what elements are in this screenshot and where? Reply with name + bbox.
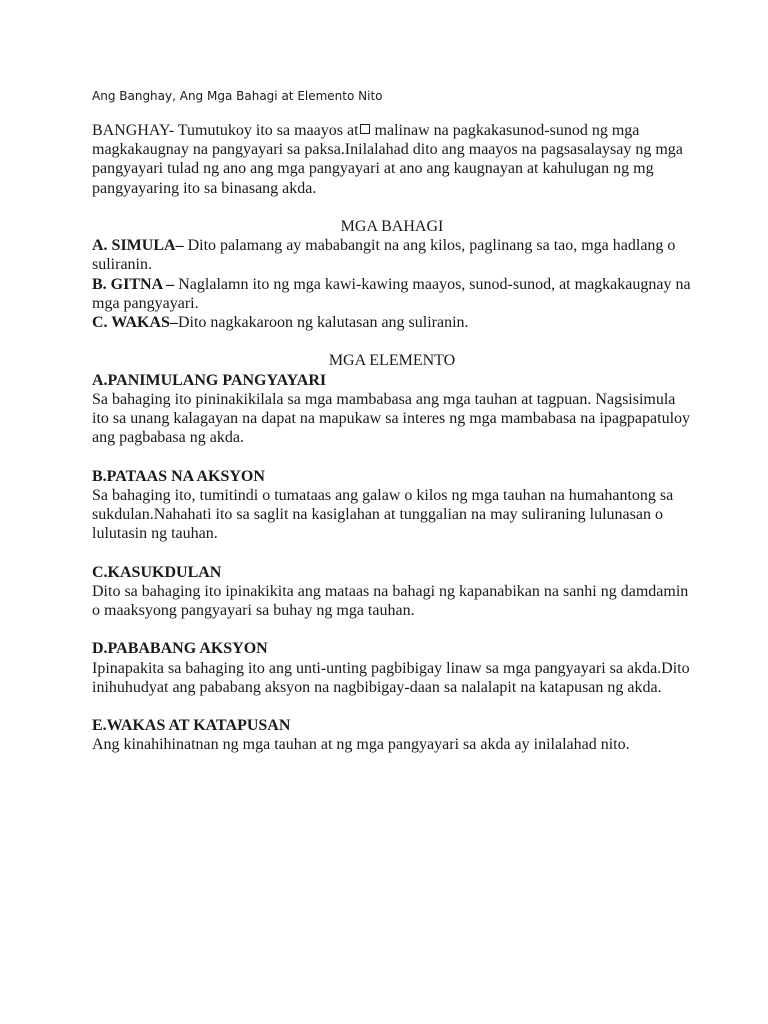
intro-text-part2: malinaw na pagkakasunod-sunod ng mga magkakaugnay na pangyayari sa paksa.Inilalahad dito ang maayos na pagsasalaysay ng mga pangyayari tulad ng ano ang mga pangyayari at ano ang kaugnayan at kahulugan ng mg pangyayaring ito sa binasang akda. [92,122,683,197]
bahagi-item-text: Dito nagkakaroon ng kalutasan ang suliranin. [177,314,469,332]
elemento-label-panimula [92,371,692,390]
bahagi-item-text: Dito palamang ay mababangit na ang kilos, paglinang sa tao, mga hadlang o suliranin. [92,237,676,274]
elemento-text-wakas: Ang kinahihinatnan ng mga tauhan at ng mga pangyayari sa akda ay inilalahad nito. [92,736,630,754]
bahagi-item-simula [92,236,692,274]
bahagi-item-label: B. GITNA – [92,275,175,293]
spacer [92,447,692,466]
elemento-item-label: D.PABABANG AKSYON [92,640,268,658]
bahagi-item-gitna [92,275,692,313]
document-title: Ang Banghay, Ang Mga Bahagi at Elemento Nito [92,89,383,103]
elemento-item-label: C.KASUKDULAN [92,563,222,581]
elemento-text-kasukdulan: Dito sa bahaging ito ipinakikita ang mataas na bahagi ng kapanabikan na sanhi ng damdamin o maaksyong pangyayari sa buhay ng mga tauhan. [92,582,689,620]
elemento-label-pababa [92,639,692,658]
intro-text-part1: BANGHAY- Tumutukoy ito sa maayos at [92,122,359,139]
spacer [92,543,692,562]
spacer [92,332,692,351]
elemento-item-label: B.PATAAS NA AKSYON [92,467,265,485]
elemento-heading: MGA ELEMENTO [328,352,456,370]
elemento-label-kasukdulan [92,563,692,582]
bahagi-item-label: C. WAKAS– [92,314,178,332]
missing-glyph-icon [360,124,370,134]
bahagi-heading: MGA BAHAGI [340,218,444,235]
elemento-label-wakas [92,716,692,735]
spacer [92,198,692,217]
bahagi-item-wakas [92,313,692,332]
elemento-label-pataas [92,467,692,486]
elemento-text-pababa: Ipinapakita sa bahaging ito ang unti-unting pagbibigay linaw sa mga pangyayari sa akda.Dito inihuhudyat ang pababang aksyon na nagbibigay-daan sa nalalapit na katapusan ng akda. [92,659,690,696]
elemento-item-label: A.PANIMULANG PANGYAYARI [92,371,327,389]
elemento-text-pataas: Sa bahaging ito, tumitindi o tumataas ang galaw o kilos ng mga tauhan na humahantong sa sukdulan.Nahahati ito sa saglit na kasiglahan at tunggalian na may suliraning lulunasan o lulutasin ng tauhan. [92,486,674,543]
spacer [92,620,692,639]
document-body [92,121,692,755]
spacer [92,697,692,716]
intro-paragraph [92,121,692,198]
bahagi-item-label: A. SIMULA– [92,237,184,255]
bahagi-item-text: Naglalamn ito ng mga kawi-kawing maayos, sunod-sunod, at magkakaugnay na mga pangyayari. [92,275,691,312]
elemento-item-label: E.WAKAS AT KATAPUSAN [92,717,291,735]
elemento-text-panimula: Sa bahaging ito pininakikilala sa mga mambabasa ang mga tauhan at tagpuan. Nagsisimula ito sa unang kalagayan na dapat na mapukaw sa interes ng mga mambabasa na ipagpapatuloy ang pagbabasa ng akda. [92,390,691,447]
